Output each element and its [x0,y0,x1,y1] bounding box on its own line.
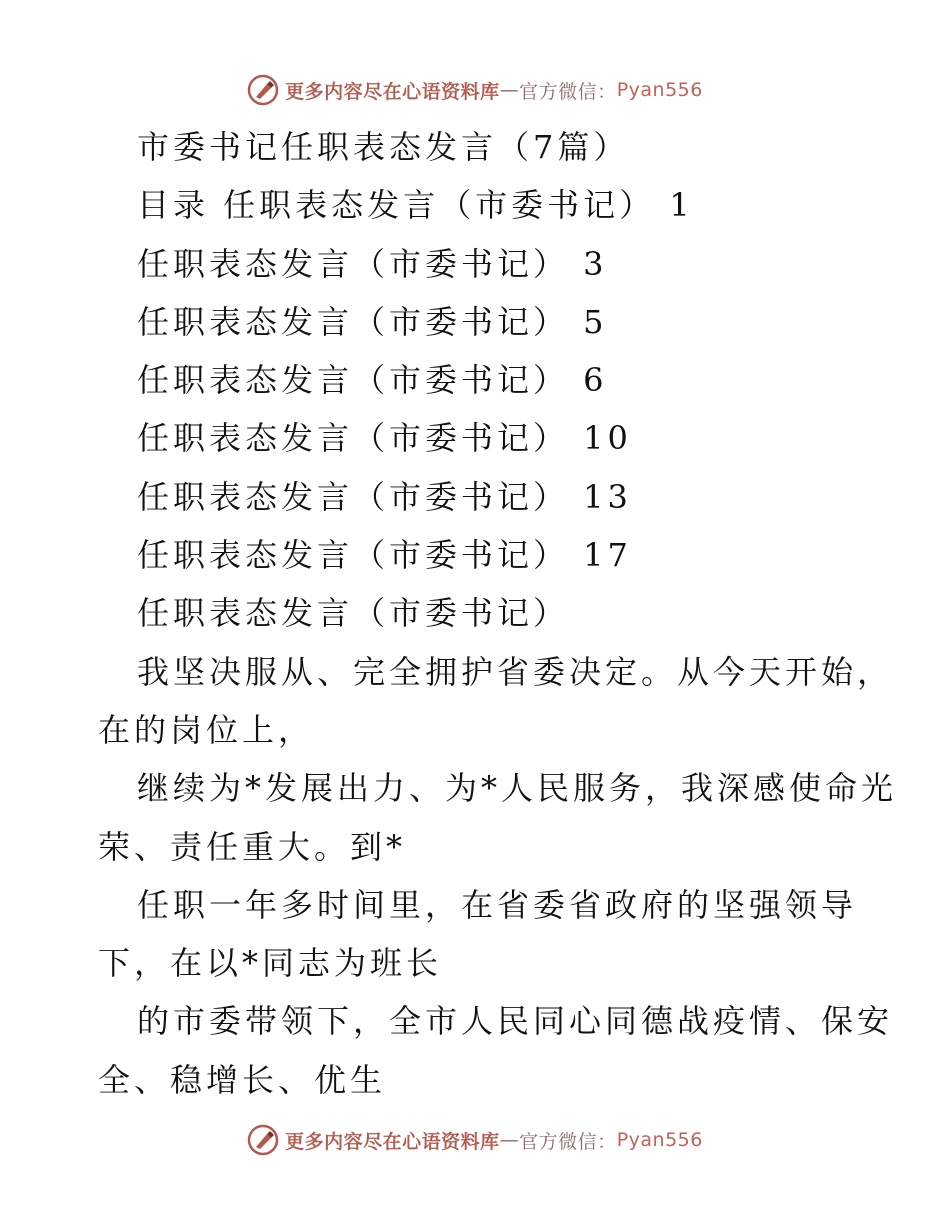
body-line: 全、稳增长、优生 [98,1060,387,1099]
toc-entry: 任职表态发言（市委书记） 6 [137,361,608,400]
watermark-wechat-label: 官方微信： [519,1130,617,1153]
document-body [98,118,898,1109]
pen-nib-logo-icon [247,1124,279,1156]
toc-entry: 任职表态发言（市委书记） 3 [137,244,608,283]
footer-watermark [0,1120,950,1160]
watermark-wechat-id: Pyan556 [616,79,703,101]
watermark-brand: 更多内容尽在心语资料库 [285,80,500,103]
document-title: 市委书记任职表态发言（7篇） [137,128,630,166]
header-watermark [0,70,950,110]
body-line: 在的岗位上， [98,710,315,749]
toc-entry: 任职表态发言（市委书记） 5 [137,302,608,341]
watermark-wechat-id: Pyan556 [616,1129,703,1151]
body-line: 继续为*发展出力、为*人民服务，我深感使命光 [137,769,898,808]
body-line: 我坚决服从、完全拥护省委决定。从今天开始， [137,652,894,691]
watermark-separator: — [499,79,520,101]
section-heading: 任职表态发言（市委书记） [137,594,570,633]
watermark-separator: — [499,1129,520,1151]
toc-entry: 任职表态发言（市委书记） 13 [137,477,632,516]
watermark-brand: 更多内容尽在心语资料库 [285,1130,500,1153]
toc-entry: 任职表态发言（市委书记） 17 [137,536,632,575]
toc-entry: 目录 任职表态发言（市委书记） 1 [137,186,694,225]
body-line: 的市委带领下，全市人民同心同德战疫情、保安 [137,1002,894,1041]
toc-entry: 任职表态发言（市委书记） 10 [137,419,632,458]
body-line: 下，在以*同志为班长 [98,944,443,983]
pen-nib-logo-icon [247,74,279,106]
watermark-wechat-label: 官方微信： [519,80,617,103]
body-line: 荣、责任重大。到* [98,827,407,866]
body-line: 任职一年多时间里，在省委省政府的坚强领导 [137,885,858,924]
